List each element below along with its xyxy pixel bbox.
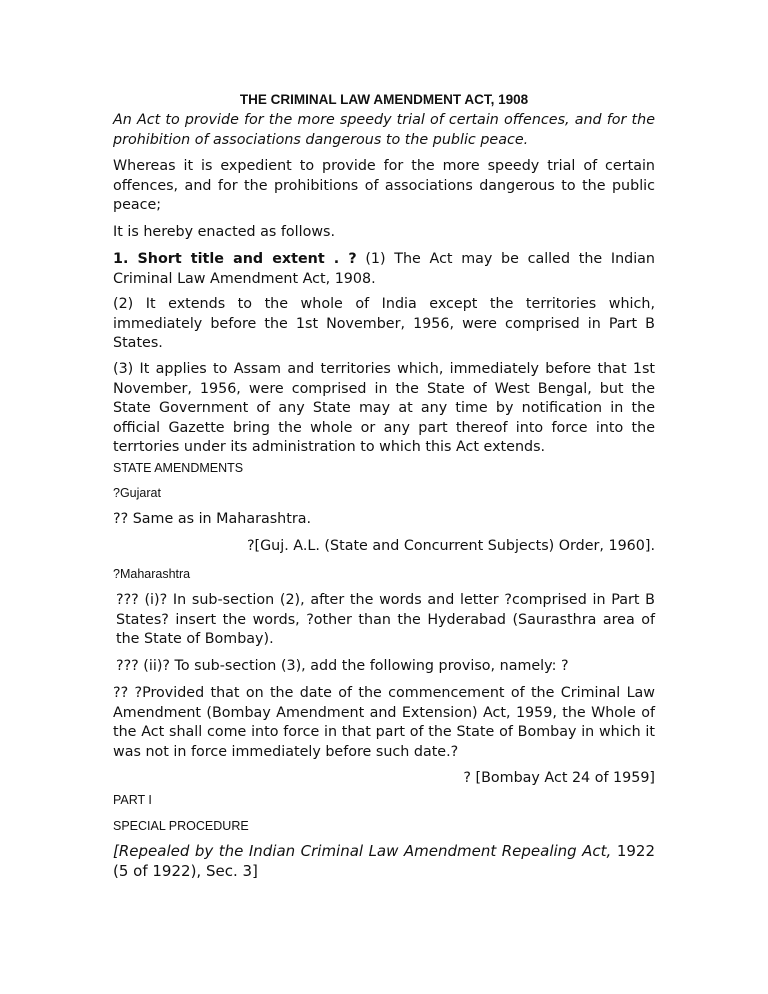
- maharashtra-clause-i: ??? (i)? In sub-section (2), after the words and letter ?comprised in Part B States? insert the words, ?other than the Hyderabad (Saurasthra area of the State of Bombay).: [116, 592, 655, 647]
- enacted-paragraph: It is hereby enacted as follows.: [113, 224, 336, 240]
- part-label: PART I: [113, 793, 152, 807]
- maharashtra-clause-ii: ??? (ii)? To sub-section (3), add the following proviso, namely: ?: [116, 658, 569, 674]
- section-1-paragraph: [113, 250, 655, 289]
- repealed-paragraph: [113, 842, 655, 881]
- preamble: An Act to provide for the more speedy trial of certain offences, and for the prohibition of associations dangerous to the public peace.: [113, 112, 655, 148]
- part-heading: SPECIAL PROCEDURE: [113, 819, 249, 833]
- proviso-paragraph: ?? ?Provided that on the date of the commencement of the Criminal Law Amendment (Bombay Amendment and Extension) Act, 1959, the Whole of the Act shall come into force in that part of the State of Bombay in which it was not in force immediately before such date.?: [113, 685, 655, 760]
- gujarat-label: ?Gujarat: [113, 486, 161, 500]
- document-title: THE CRIMINAL LAW AMENDMENT ACT, 1908: [239, 92, 529, 107]
- section-1-heading: 1. Short title and extent . ?: [113, 251, 357, 267]
- bombay-reference: ? [Bombay Act 24 of 1959]: [463, 770, 655, 786]
- section-1-sub3: (3) It applies to Assam and territories which, immediately before that 1st November, 1956, were comprised in the State of West Bengal, but the State Government of any State may at any time by notification in the official Gazette bring the whole or any part thereof into force into the terrtories under its administration to which this Act extends.: [113, 361, 655, 455]
- state-amendments-heading: STATE AMENDMENTS: [113, 461, 244, 475]
- whereas-paragraph: Whereas it is expedient to provide for the more speedy trial of certain offences, and for the prohibitions of associations dangerous to the public peace;: [113, 158, 655, 213]
- maharashtra-label: ?Maharashtra: [113, 567, 191, 581]
- section-1-sub1: (1) The Act may be called the Indian Criminal Law Amendment Act, 1908.: [113, 251, 655, 287]
- section-1-sub2: (2) It extends to the whole of India except the territories which, immediately before the 1st November, 1956, were comprised in Part B States.: [113, 296, 655, 351]
- repealed-rest: 1922 (5 of 1922), Sec. 3]: [113, 842, 655, 880]
- gujarat-text: ?? Same as in Maharashtra.: [113, 511, 312, 527]
- repealed-italic: [Repealed by the Indian Criminal Law Amendment Repealing Act,: [113, 842, 612, 860]
- gujarat-reference: ?[Guj. A.L. (State and Concurrent Subjects) Order, 1960].: [246, 538, 655, 554]
